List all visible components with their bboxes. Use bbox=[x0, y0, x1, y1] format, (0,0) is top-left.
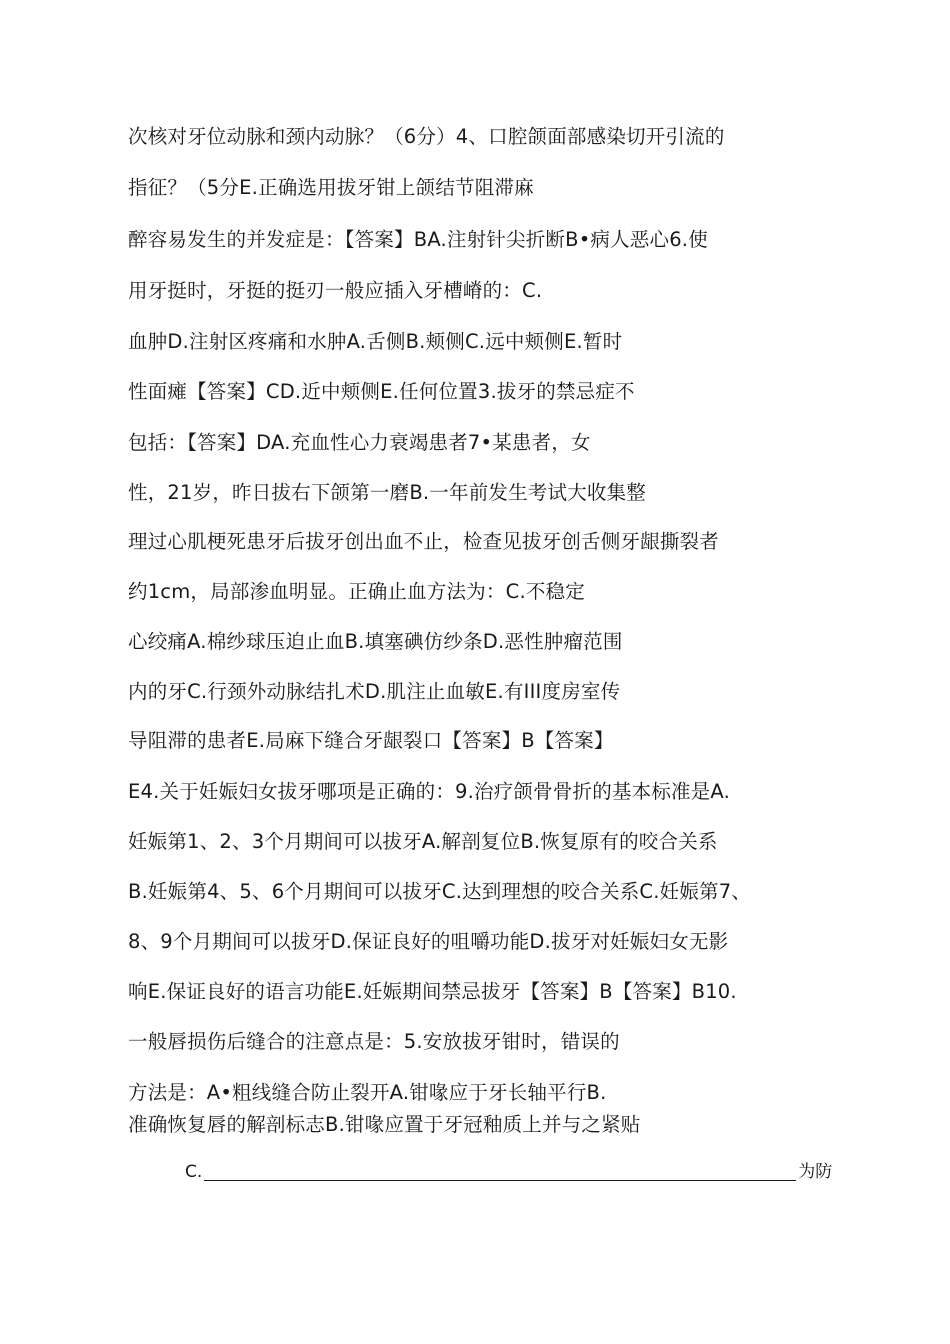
text-line: 心绞痛A.棉纱球压迫止血B.填塞碘仿纱条D.恶性肿瘤范围 bbox=[128, 630, 623, 653]
text-line: B.妊娠第4、5、6个月期间可以拔牙C.达到理想的咬合关系C.妊娠第7、 bbox=[128, 880, 752, 903]
text-line: 方法是：A•粗线缝合防止裂开A.钳喙应于牙长轴平行B. bbox=[128, 1081, 607, 1104]
fill-in-suffix: 为防 bbox=[798, 1162, 833, 1182]
text-line: 准确恢复唇的解剖标志B.钳喙应置于牙冠釉质上并与之紧贴 bbox=[128, 1113, 641, 1136]
text-line: 妊娠第1、2、3个月期间可以拔牙A.解剖复位B.恢复原有的咬合关系 bbox=[128, 830, 718, 853]
text-line: 内的牙C.行颈外动脉结扎术D.肌注止血敏E.有III度房室传 bbox=[128, 680, 621, 703]
text-line: E4.关于妊娠妇女拔牙哪项是正确的：9.治疗颌骨骨折的基本标准是A. bbox=[128, 780, 731, 803]
text-line: 导阻滞的患者E.局麻下缝合牙龈裂口【答案】B【答案】 bbox=[128, 729, 614, 752]
text-line: 8、9个月期间可以拔牙D.保证良好的咀嚼功能D.拔牙对妊娠妇女无影 bbox=[128, 930, 729, 953]
text-line: 性，21岁，昨日拔右下颌第一磨B.一年前发生考试大收集整 bbox=[128, 481, 646, 504]
fill-in-prefix: C. bbox=[185, 1162, 203, 1182]
fill-in-line bbox=[185, 1160, 832, 1184]
text-line: 约1cm，局部渗血明显。正确止血方法为：C.不稳定 bbox=[128, 580, 585, 603]
text-line: 响E.保证良好的语言功能E.妊娠期间禁忌拔牙【答案】B【答案】B10. bbox=[128, 980, 737, 1003]
text-line: 一般唇损伤后缝合的注意点是：5.安放拔牙钳时，错误的 bbox=[128, 1030, 620, 1053]
text-line: 次核对牙位动脉和颈内动脉？（6分）4、口腔颌面部感染切开引流的 bbox=[128, 125, 725, 148]
text-line: 指征？（5分E.正确选用拔牙钳上颌结节阻滞麻 bbox=[128, 176, 534, 199]
text-line: 血肿D.注射区疼痛和水肿A.舌侧B.颊侧C.远中颊侧E.暂时 bbox=[128, 330, 623, 353]
text-line: 用牙挺时，牙挺的挺刃一般应插入牙槽嵴的：C. bbox=[128, 279, 543, 302]
text-line: 包括：【答案】DA.充血性心力衰竭患者7•某患者，女 bbox=[128, 431, 591, 454]
text-line: 性面瘫【答案】CD.近中颊侧E.任何位置3.拔牙的禁忌症不 bbox=[128, 380, 635, 403]
fill-in-blank bbox=[204, 1162, 796, 1181]
text-line: 醉容易发生的并发症是：【答案】BA.注射针尖折断B•病人恶心6.使 bbox=[128, 228, 708, 251]
text-line: 理过心肌梗死患牙后拔牙创出血不止，检查见拔牙创舌侧牙龈撕裂者 bbox=[128, 530, 720, 553]
